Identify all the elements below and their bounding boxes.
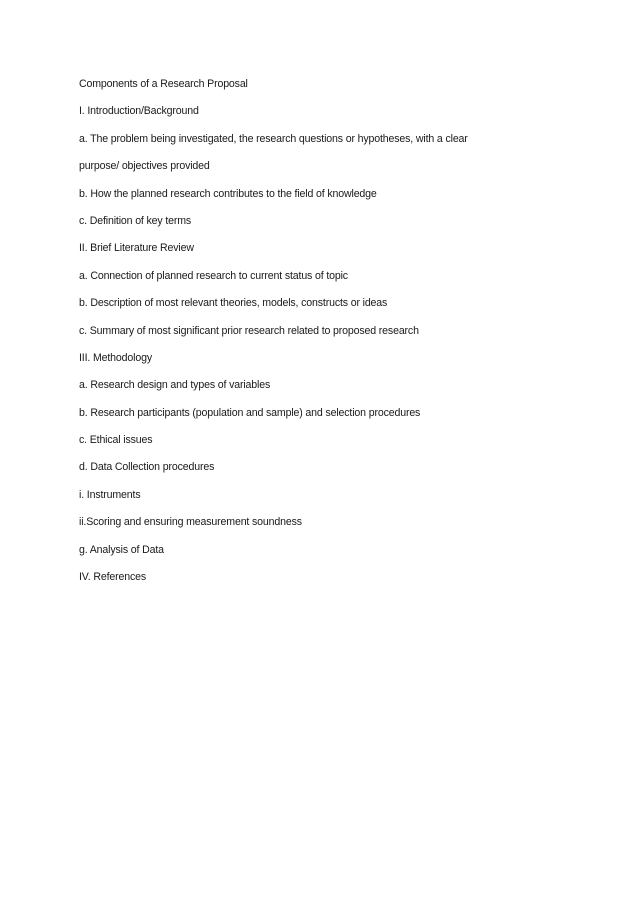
list-item: a. The problem being investigated, the research questions or hypotheses, with a clear <box>79 132 468 145</box>
list-item: a. Research design and types of variables <box>79 379 271 392</box>
section-heading-references: IV. References <box>79 571 146 584</box>
sub-list-item: i. Instruments <box>79 488 141 501</box>
list-item: c. Summary of most significant prior research related to proposed research <box>79 324 419 337</box>
sub-list-item: ii.Scoring and ensuring measurement soundness <box>79 516 302 529</box>
section-heading-methodology: III. Methodology <box>79 351 152 364</box>
list-item: g. Analysis of Data <box>79 543 164 556</box>
list-item: c. Ethical issues <box>79 434 153 447</box>
list-item: d. Data Collection procedures <box>79 461 215 474</box>
list-item: b. Description of most relevant theories, models, constructs or ideas <box>79 297 388 310</box>
list-item-continuation: purpose/ objectives provided <box>79 160 210 173</box>
section-heading-introduction: I. Introduction/Background <box>79 105 199 118</box>
list-item: c. Definition of key terms <box>79 214 192 227</box>
document-body <box>79 78 559 598</box>
list-item: b. Research participants (population and sample) and selection procedures <box>79 406 421 419</box>
section-heading-literature-review: II. Brief Literature Review <box>79 242 194 255</box>
list-item: a. Connection of planned research to current status of topic <box>79 269 348 282</box>
document-title: Components of a Research Proposal <box>79 78 248 90</box>
list-item: b. How the planned research contributes to the field of knowledge <box>79 187 377 200</box>
